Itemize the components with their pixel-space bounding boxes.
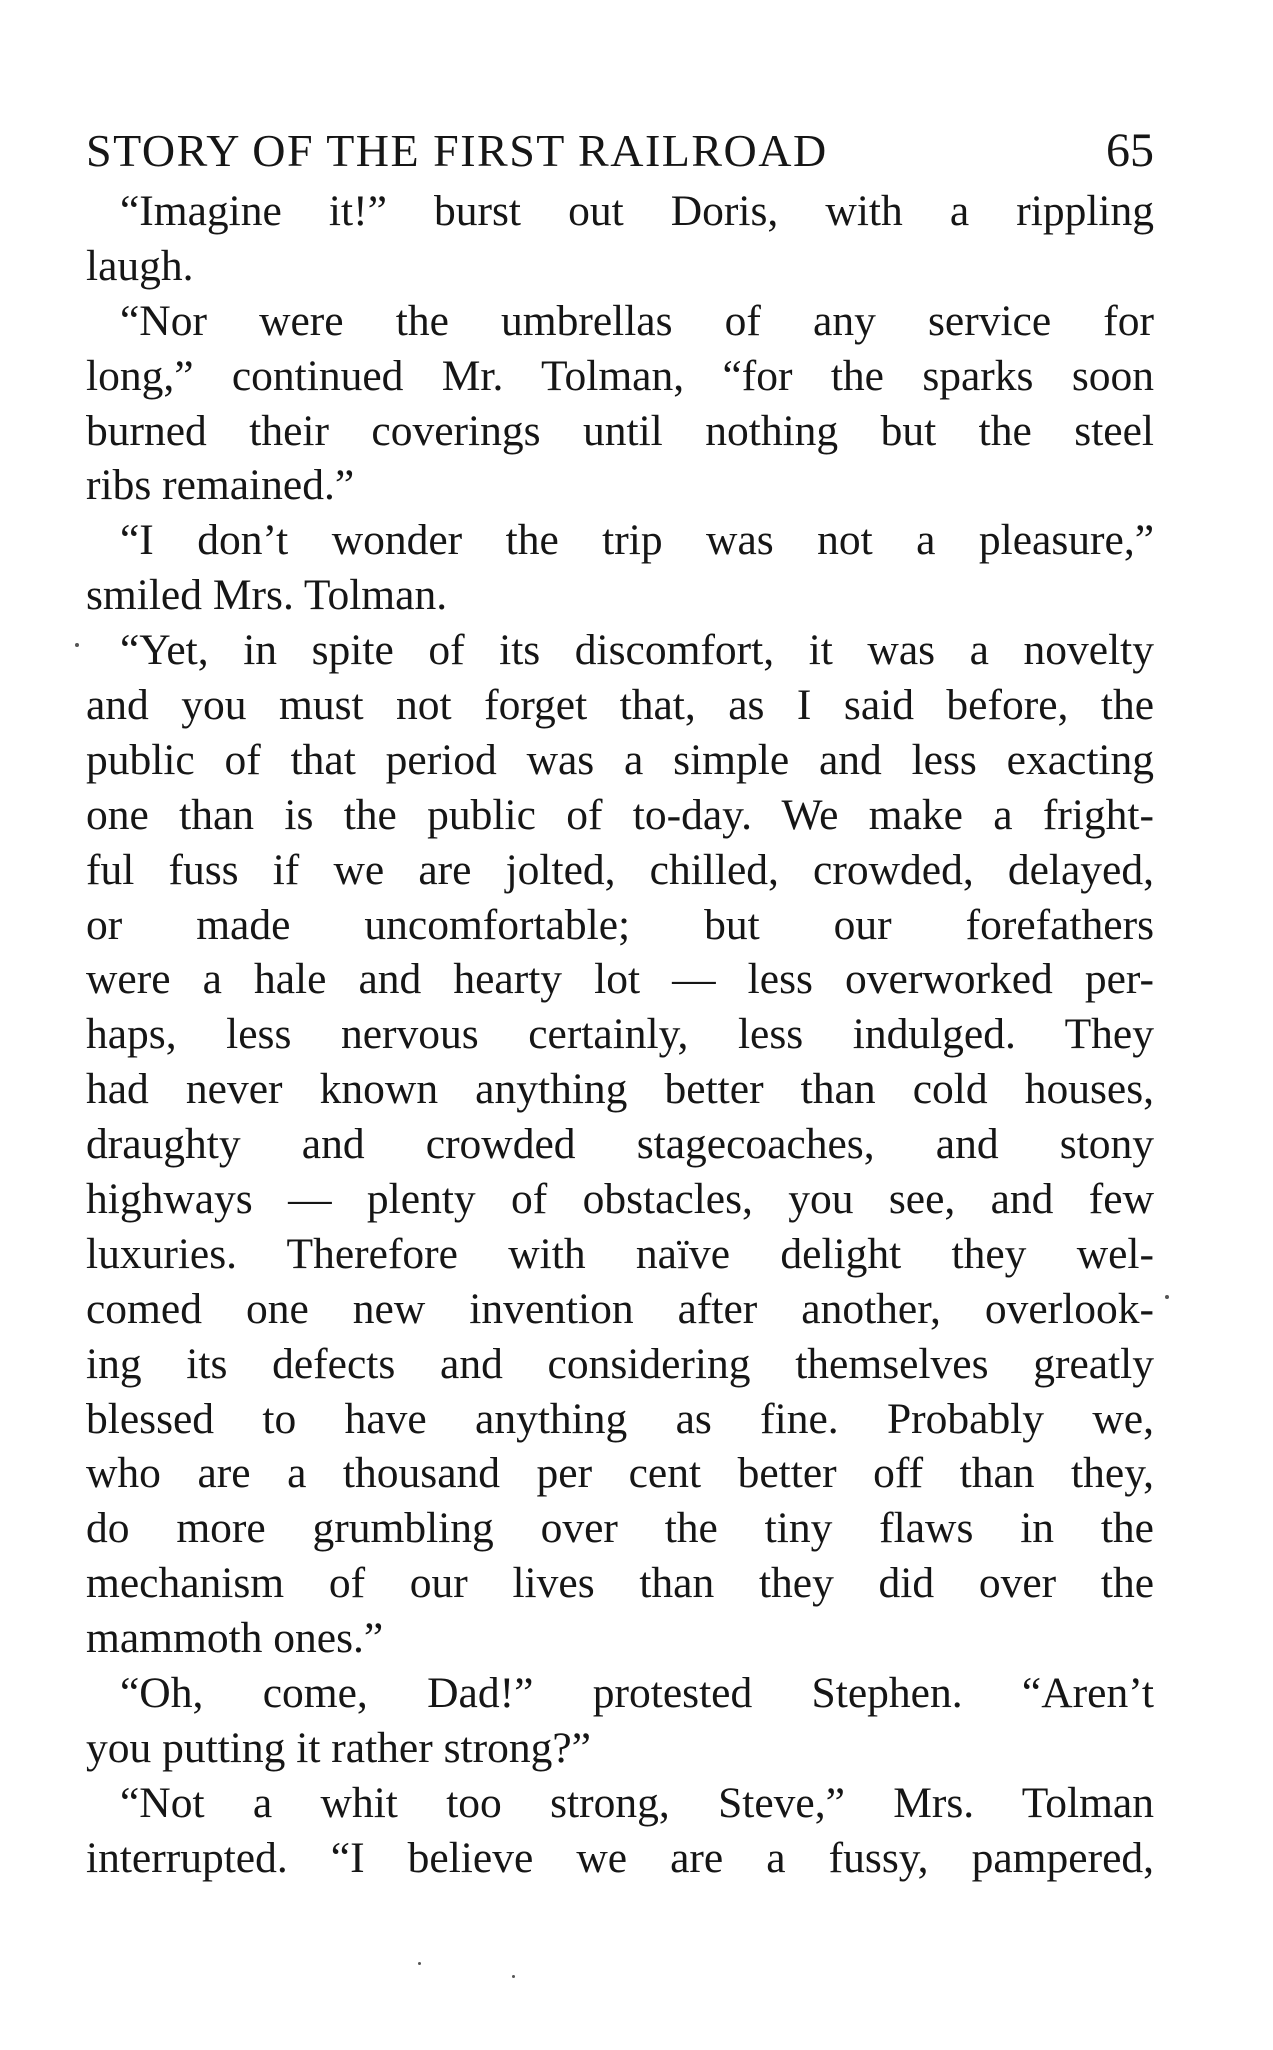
text-line: mechanism of our lives than they did over the bbox=[86, 1559, 1154, 1608]
text-line: smiled Mrs. Tolman. bbox=[86, 571, 448, 620]
text-line: ing its defects and considering themselves greatly bbox=[86, 1339, 1154, 1388]
text-line: one than is the public of to-day. We make a fright- bbox=[86, 790, 1154, 839]
text-line: highways — plenty of obstacles, you see, and few bbox=[86, 1175, 1154, 1224]
book-page bbox=[86, 122, 1154, 1886]
text-line: blessed to have anything as fine. Probably we, bbox=[86, 1394, 1154, 1443]
body-text bbox=[86, 184, 1154, 1886]
running-head bbox=[86, 122, 1154, 184]
text-line: and you must not forget that, as I said before, the bbox=[86, 681, 1154, 730]
text-line: you putting it rather strong?” bbox=[86, 1723, 591, 1772]
text-line: “I don’t wonder the trip was not a pleasure,” bbox=[120, 516, 1154, 565]
scan-speck bbox=[512, 1975, 515, 1978]
text-line: who are a thousand per cent better off than they, bbox=[86, 1449, 1154, 1498]
text-line: public of that period was a simple and less exacting bbox=[86, 735, 1154, 784]
text-line: “Oh, come, Dad!” protested Stephen. “Aren’t bbox=[120, 1669, 1154, 1718]
text-line: draughty and crowded stagecoaches, and stony bbox=[86, 1120, 1154, 1169]
text-line: interrupted. “I believe we are a fussy, pampered, bbox=[86, 1833, 1154, 1882]
text-line: ful fuss if we are jolted, chilled, crowded, delayed, bbox=[86, 845, 1154, 894]
text-line: or made uncomfortable; but our forefathers bbox=[86, 900, 1154, 949]
text-line: laugh. bbox=[86, 241, 194, 290]
scan-speck bbox=[1165, 1295, 1169, 1299]
text-line: burned their coverings until nothing but the steel bbox=[86, 406, 1154, 455]
text-line: luxuries. Therefore with naïve delight they wel- bbox=[86, 1229, 1154, 1278]
text-line: haps, less nervous certainly, less indulged. They bbox=[86, 1010, 1154, 1059]
text-line: had never known anything better than cold houses, bbox=[86, 1065, 1154, 1114]
text-line: do more grumbling over the tiny flaws in the bbox=[86, 1504, 1154, 1553]
text-line: “Not a whit too strong, Steve,” Mrs. Tolman bbox=[120, 1778, 1154, 1827]
running-head-title: STORY OF THE FIRST RAILROAD bbox=[86, 125, 828, 176]
text-line: “Imagine it!” burst out Doris, with a rippling bbox=[120, 187, 1154, 235]
page-number: 65 bbox=[1106, 124, 1154, 177]
text-line: long,” continued Mr. Tolman, “for the sparks soon bbox=[86, 351, 1154, 400]
text-line: were a hale and hearty lot — less overworked per- bbox=[86, 955, 1154, 1004]
scan-speck bbox=[418, 1962, 421, 1965]
text-line: mammoth ones.” bbox=[86, 1614, 384, 1663]
text-line: “Nor were the umbrellas of any service for bbox=[120, 296, 1154, 345]
text-line: “Yet, in spite of its discomfort, it was a novelty bbox=[120, 626, 1154, 675]
text-line: ribs remained.” bbox=[86, 461, 355, 510]
scan-speck bbox=[75, 643, 79, 647]
text-line: comed one new invention after another, overlook- bbox=[86, 1284, 1154, 1333]
